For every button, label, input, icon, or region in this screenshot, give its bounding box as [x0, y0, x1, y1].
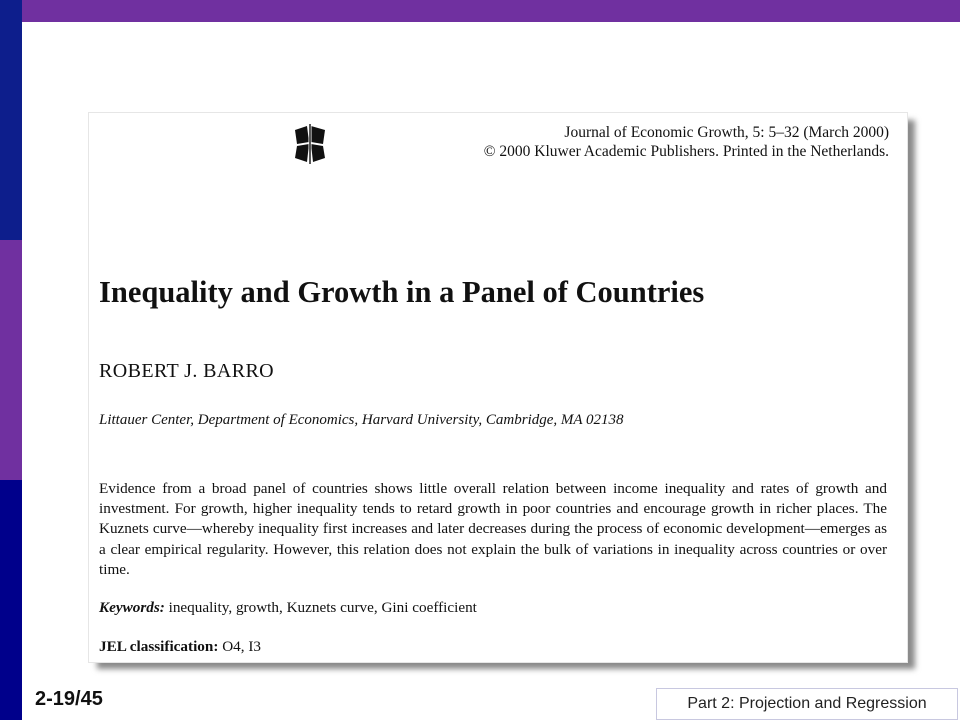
jel-value: O4, I3 — [222, 638, 262, 655]
left-stripe-middle — [0, 240, 22, 480]
paper-author: ROBERT J. BARRO — [99, 360, 275, 382]
paper-first-page — [88, 112, 908, 663]
copyright-line: © 2000 Kluwer Academic Publishers. Printed in the Netherlands. — [483, 143, 889, 160]
section-footer — [656, 688, 958, 720]
left-stripe-bottom — [0, 480, 22, 720]
journal-citation — [369, 123, 889, 161]
keywords-line — [99, 599, 477, 617]
author-affiliation: Littauer Center, Department of Economics, Harvard University, Cambridge, MA 02138 — [99, 412, 624, 428]
journal-line: Journal of Economic Growth, 5: 5–32 (March 2000) — [564, 124, 889, 141]
section-title: Part 2: Projection and Regression — [687, 695, 927, 712]
slide-number: 2-19/45 — [35, 688, 103, 710]
keywords-label: Keywords: — [99, 599, 165, 616]
paper-abstract: Evidence from a broad panel of countries shows little overall relation between income inequality and rates of growth and investment. For growth, higher inequality tends to retard growth in poor countries and encourage growth in richer places. The Kuznets curve—whereby inequality first increases and later decreases during the process of economic development—emerges as a clear empirical regularity. However, this relation does not explain the bulk of variations in inequality across countries or over time. — [99, 480, 887, 578]
top-accent-bar — [0, 0, 960, 22]
jel-label: JEL classification: — [99, 638, 219, 655]
publisher-logo-icon — [293, 124, 327, 164]
paper-title: Inequality and Growth in a Panel of Countries — [99, 275, 705, 309]
jel-line — [99, 638, 261, 656]
keywords-value: inequality, growth, Kuznets curve, Gini coefficient — [168, 599, 477, 616]
left-stripe-top — [0, 0, 22, 240]
